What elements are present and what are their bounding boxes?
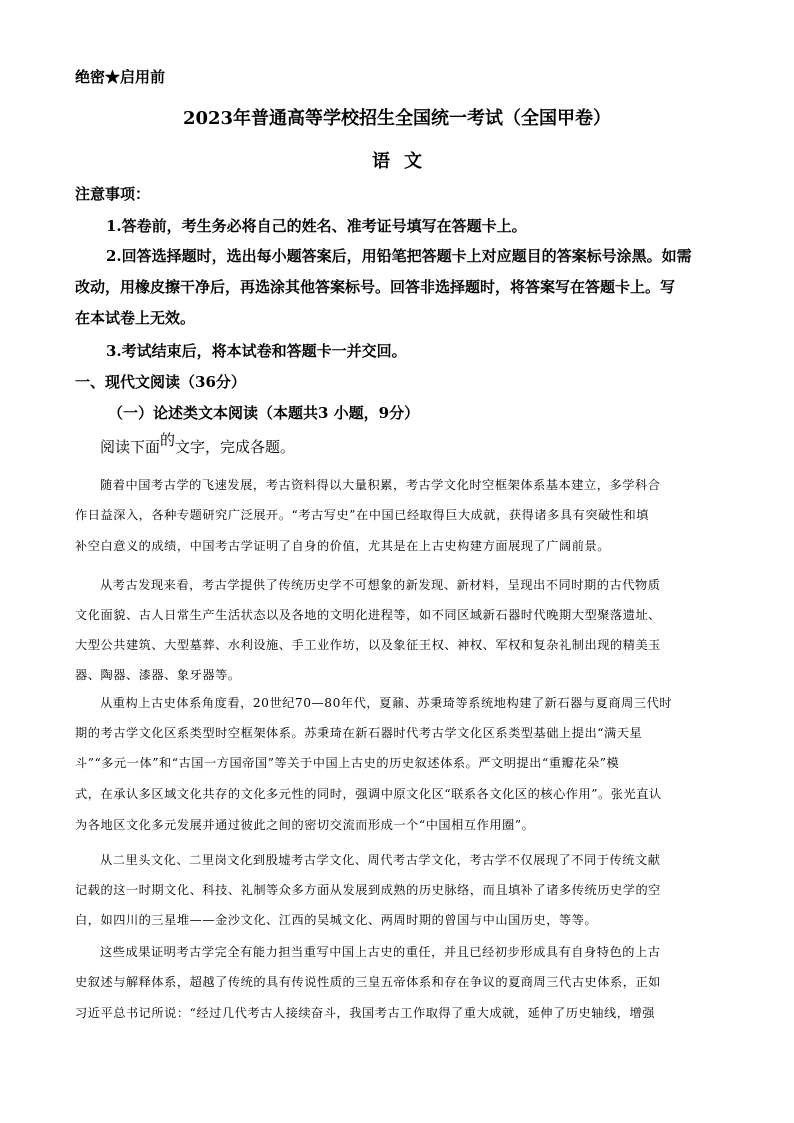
passage-line: 作日益深入，各种专题研究广泛展开。“考古写史”在中国已经取得巨大成就，获得诸多具有突破性和填 [75,508,650,522]
passage-line: 文化面貌、古人日常生产生活状态以及各地的文明化进程等，如不同区域新石器时代晚期大型聚落遗址、 [75,608,661,622]
notice-line: 在本试卷上无效。 [75,309,196,327]
passage-line: 期的考古学文化区系类型时空框架体系。苏秉琦在新石器时代考古学文化区系类型基础上提出“满天星 [75,726,643,740]
passage-line: 大型公共建筑、大型墓葬、水利设施、手工业作坊，以及象征王权、神权、军权和复杂礼制出现的精美玉 [75,638,661,652]
instruction-text-end: 文字，完成各题。 [175,438,296,456]
passage-line: 白，如四川的三星堆——金沙文化、江西的吴城文化、两周时期的曾国与中山国历史，等等。 [75,913,598,927]
section-title: 一、现代文阅读（36分） [75,373,246,391]
passage-line: 习近平总书记所说：“经过几代考古人接续奋斗，我国考古工作取得了重大成就，延伸了历史轴线，增强 [75,1006,655,1020]
passage-line: 斗”“多元一体”和“古国一方国帝国”等关于中国上古史的历史叙述体系。严文明提出“重瓣花朵”模 [75,756,620,770]
passage-line: 这些成果证明考古学完全有能力担当重写中国上古史的重任，并且已经初步形成具有自身特色的上古 [100,945,661,959]
passage-line: 从考古发现来看，考古学提供了传统历史学不可想象的新发现、新材料，呈现出不同时期的古代物质 [100,578,661,592]
passage-line: 史叙述与解释体系，超越了传统的具有传说性质的三皇五帝体系和存在争议的夏商周三代古史体系，正如 [75,975,661,989]
reading-instruction [100,431,296,457]
notice-line: 1.答卷前，考生务必将自己的姓名、准考证号填写在答题卡上。 [106,217,527,235]
passage-line: 器、陶器、漆器、象牙器等。 [75,668,241,682]
notice-line: 3.考试结束后，将本试卷和答题卡一并交回。 [106,342,407,360]
notice-line: 改动，用橡皮擦干净后，再选涂其他答案标号。回答非选择题时，将答案写在答题卡上。写 [75,278,676,296]
passage-line: 为各地区文化多元发展并通过彼此之间的密切交流而形成一个“中国相互作用圈”。 [75,818,535,832]
notice-heading: 注意事项： [75,185,151,203]
passage-line: 随着中国考古学的飞速发展，考古资料得以大量积累，考古学文化时空框架体系基本建立，多学科合 [100,478,661,492]
notice-line: 2.回答选择题时，选出每小题答案后，用铅笔把答题卡上对应题目的答案标号涂黑。如需 [106,247,692,265]
instruction-text-start: 阅读下面 [100,438,161,456]
passage-line: 从重构上古史体系角度看，20世纪70—80年代，夏鼐、苏秉琦等系统地构建了新石器与夏商周三代时 [100,696,673,710]
exam-title: 2023年普通高等学校招生全国统一考试（全国甲卷） [182,108,612,129]
instruction-raised-char: 的 [160,431,176,449]
passage-line: 从二里头文化、二里岗文化到殷墟考古学文化、周代考古学文化，考古学不仅展现了不同于传统文献 [100,853,661,867]
passage-line: 补空白意义的成绩，中国考古学证明了自身的价值，尤其是在上古史构建方面展现了广阔前景。 [75,539,610,553]
passage-line: 式，在承认多区域文化共存的文化多元性的同时，强调中原文化区“联系各文化区的核心作用”。张光直认 [75,787,662,801]
passage-line: 记载的这一时期文化、科技、礼制等众多方面从发展到成熟的历史脉络，而且填补了诸多传统历史学的空 [75,883,661,897]
subject-title: 语文 [372,151,436,172]
confidential-label: 绝密★启用前 [75,68,166,86]
subsection-title: （一）论述类文本阅读（本题共3 小题，9分） [108,404,420,422]
